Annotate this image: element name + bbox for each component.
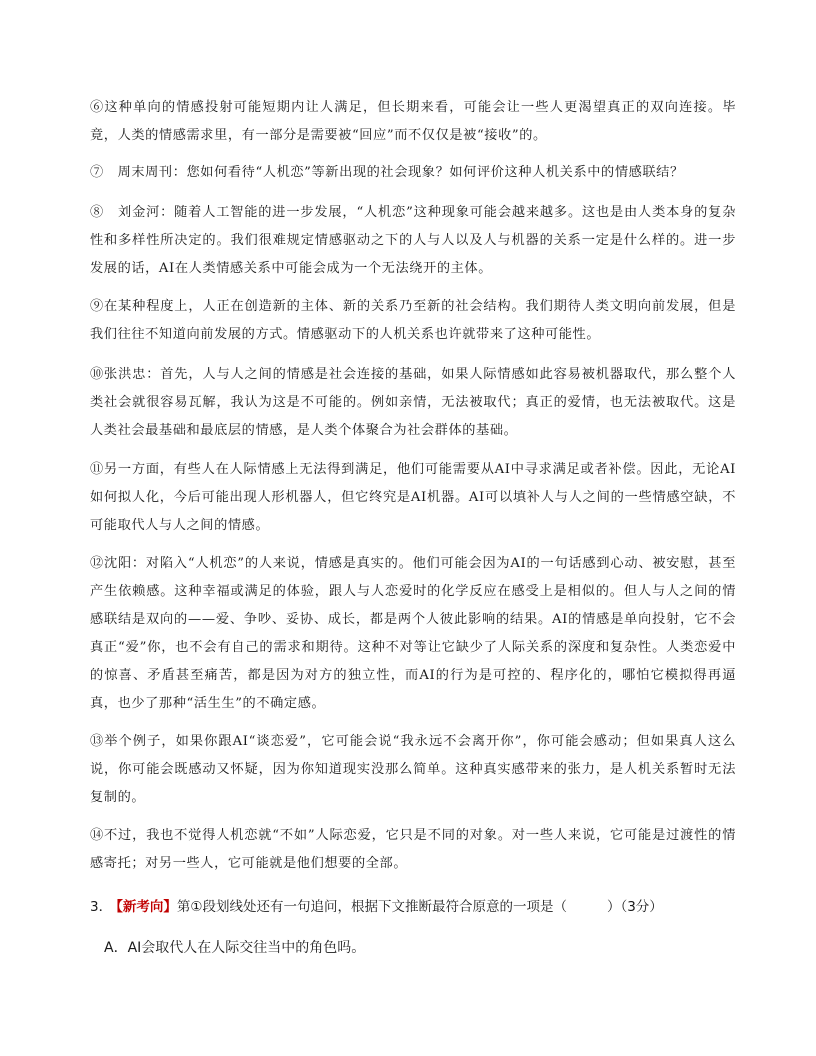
- paragraph-7: ⑦ 周末周刊：您如何看待“人机恋”等新出现的社会现象？如何评价这种人机关系中的情感联结？: [90, 165, 684, 180]
- option-a[interactable]: A．AI会取代人在人际交往当中的角色吗。: [104, 940, 366, 956]
- paragraph-12: ⑫沈阳：对陷入“人机恋”的人来说，情感是真实的。他们可能会因为AI的一句话感到心动、被安慰，甚至产生依赖感。这种幸福或满足的体验，跟人与人恋爱时的化学反应在感受上是相似的。但人与人之间的情感联结是双向的——爱、争吵、妥协、成长，都是两个人彼此影响的结果。AI的情感是单向投射，它不会真正“爱”你，也不会有自己的需求和期待。这种不对等让它缺少了人际关系的深度和复杂性。人类恋爱中的惊喜、矛盾甚至痛苦，都是因为对方的独立性，而AI的行为是可控的、程序化的，哪怕它模拟得再逼真，也少了那种“活生生”的不确定感。: [90, 556, 736, 711]
- paragraph-11: ⑪另一方面，有些人在人际情感上无法得到满足，他们可能需要从AI中寻求满足或者补偿。因此，无论AI如何拟人化，今后可能出现人形机器人，但它终究是AI机器。AI可以填补人与人之间的一些情感空缺，不可能取代人与人之间的情感。: [90, 462, 736, 533]
- question-3: [90, 897, 740, 917]
- question-tag: 【新考向】: [116, 899, 177, 915]
- paragraph-9: ⑨在某种程度上，人正在创造新的主体、新的关系乃至新的社会结构。我们期待人类文明向前发展，但是我们往往不知道向前发展的方式。情感驱动下的人机关系也许就带来了这种可能性。: [90, 299, 736, 342]
- paragraph-13: ⑬举个例子，如果你跟AI“谈恋爱”，它可能会说“我永远不会离开你”，你可能会感动；但如果真人这么说，你可能会既感动又怀疑，因为你知道现实没那么简单。这种真实感带来的张力，是人机关系暂时无法复制的。: [90, 734, 736, 805]
- question-score: ）（3分）: [606, 899, 663, 915]
- paragraph-14: ⑭不过，我也不觉得人机恋就“不如”人际恋爱，它只是不同的对象。对一些人来说，它可能是过渡性的情感寄托；对另一些人，它可能就是他们想要的全部。: [90, 828, 736, 871]
- question-text: 第①段划线处还有一句追问，根据下文推断最符合原意的一项是（: [176, 899, 567, 915]
- question-number: 3．: [90, 899, 113, 915]
- paragraph-10: ⑩张洪忠：首先，人与人之间的情感是社会连接的基础，如果人际情感如此容易被机器取代，那么整个人类社会就很容易瓦解，我认为这是不可能的。例如亲情，无法被取代；真正的爱情，也无法被取代。这是人类社会最基础和最底层的情感，是人类个体聚合为社会群体的基础。: [90, 367, 736, 438]
- paragraph-6: ⑥这种单向的情感投射可能短期内让人满足，但长期来看，可能会让一些人更渴望真正的双向连接。毕竟，人类的情感需求里，有一部分是需要被“回应”而不仅仅是被“接收”的。: [90, 100, 736, 143]
- paragraph-8: ⑧ 刘金河：随着人工智能的进一步发展，“人机恋”这种现象可能会越来越多。这也是由人类本身的复杂性和多样性所决定的。我们很难规定情感驱动之下的人与人以及人与机器的关系一定是什么样的。进一步发展的话，AI在人类情感关系中可能会成为一个无法绕开的主体。: [90, 205, 736, 276]
